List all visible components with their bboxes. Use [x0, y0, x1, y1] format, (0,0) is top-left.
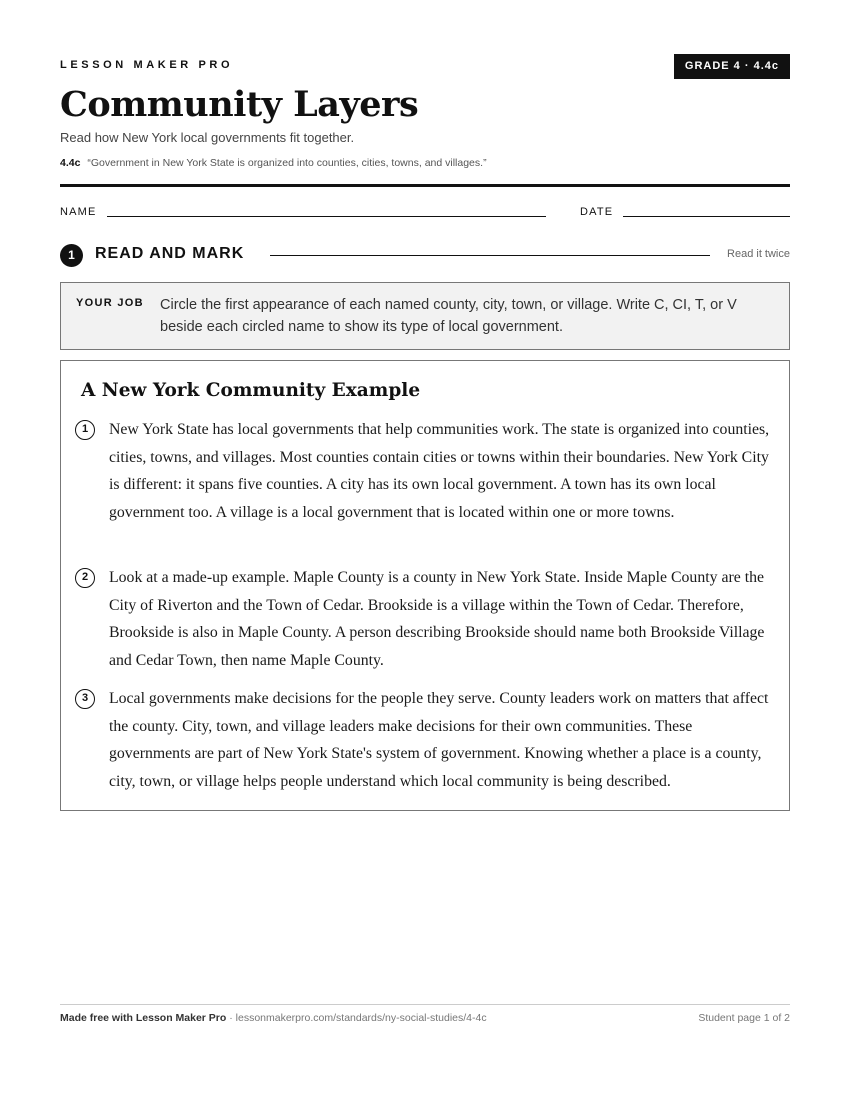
reading-title: A New York Community Example [81, 380, 421, 401]
header-divider [60, 184, 790, 187]
date-field-line[interactable] [623, 216, 790, 217]
reading-passage-box [60, 360, 790, 811]
section-title: READ AND MARK [95, 245, 245, 262]
section-rule [270, 255, 710, 256]
name-field-line[interactable] [107, 216, 546, 217]
job-text: Circle the first appearance of each named county, city, town, or village. Write C, CI, T, or V beside each circled name to show its type of local government. [160, 297, 737, 335]
standard-line [60, 157, 487, 169]
footer-made-with: Made free with Lesson Maker Pro [60, 1012, 227, 1024]
footer-divider [60, 1004, 790, 1005]
job-label: YOUR JOB [76, 297, 144, 309]
standard-text: “Government in New York State is organized into counties, cities, towns, and villages.” [87, 157, 487, 169]
footer-credit [60, 1012, 487, 1024]
grade-badge: GRADE 4 · 4.4c [674, 54, 790, 79]
footer-page-number: Student page 1 of 2 [698, 1012, 790, 1024]
job-instructions-box [60, 282, 790, 350]
standard-code: 4.4c [60, 157, 81, 169]
brand-name: LESSON MAKER PRO [60, 59, 234, 71]
date-label: DATE [580, 206, 614, 218]
worksheet-page [60, 0, 790, 1100]
name-label: NAME [60, 206, 97, 218]
paragraph-text: Look at a made-up example. Maple County is a county in New York State. Inside Maple County are the City of Riverton and the Town of Cedar. Brookside is a village within the Town of Cedar. Therefore, Brookside is also in Maple County. A person describing Brookside should name both Brookside Village and Cedar Town, then name Maple County. [109, 569, 765, 669]
section-number-badge: 1 [60, 244, 83, 267]
paragraph-number-badge: 1 [75, 420, 95, 440]
page-title: Community Layers [60, 84, 419, 125]
section-note: Read it twice [727, 248, 790, 260]
footer-separator: · [226, 1012, 236, 1024]
paragraph-number-badge: 3 [75, 689, 95, 709]
paragraph-text: Local governments make decisions for the people they serve. County leaders work on matters that affect the county. City, town, and village leaders make decisions for their own communities. These governments are part of New York State's system of government. Knowing whether a place is a county, city, town, or village helps people understand which local community is being described. [109, 690, 769, 790]
paragraph-number-badge: 2 [75, 568, 95, 588]
page-subtitle: Read how New York local governments fit together. [60, 130, 355, 145]
footer-url-link[interactable]: lessonmakerpro.com/standards/ny-social-studies/4-4c [235, 1012, 487, 1024]
paragraph-text: New York State has local governments that help communities work. The state is organized into counties, cities, towns, and villages. Most counties contain cities or towns within their boundaries. New York City is different: it spans five counties. A city has its own local government. A town has its own local government too. A village is a local government that is located within one or more towns. [109, 421, 770, 521]
